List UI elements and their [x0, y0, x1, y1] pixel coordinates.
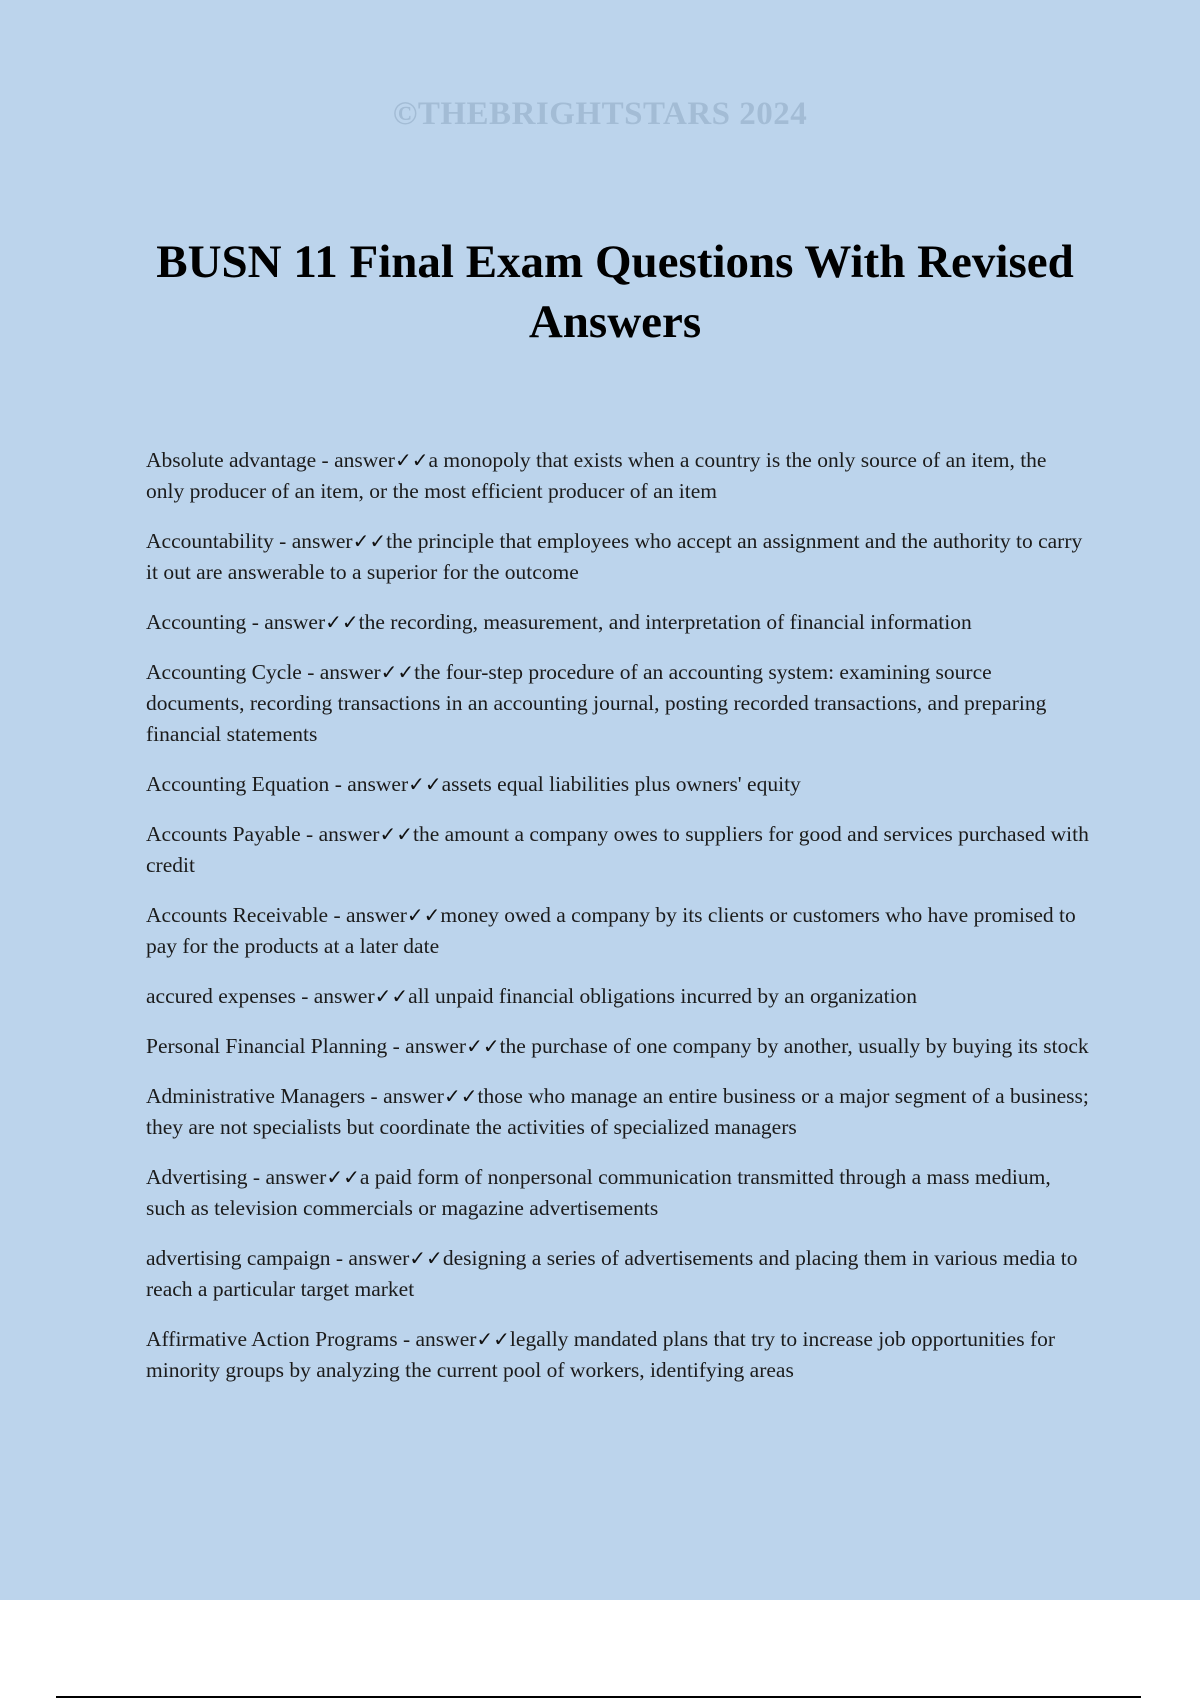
- answer-label: answer: [265, 1165, 327, 1189]
- double-check-icon: ✓✓: [466, 1034, 500, 1058]
- double-check-icon: ✓✓: [380, 660, 415, 684]
- answer-label: answer: [313, 984, 375, 1008]
- glossary-entry: Accounts Receivable - answer✓✓money owed a company by its clients or customers who have promised to pay for the products at a later date: [146, 903, 1076, 958]
- double-check-icon: ✓✓: [406, 903, 441, 927]
- entry-term: Accounting: [146, 610, 247, 634]
- entry-definition: legally mandated plans that try to increase job opportunities for minority groups by analyzing the current pool of workers, identifying areas: [146, 1327, 1056, 1382]
- answer-label: answer: [334, 448, 395, 472]
- entry-definition: the purchase of one company by another, usually by buying its stock: [499, 1034, 1089, 1058]
- answer-label: answer: [291, 529, 353, 553]
- answer-label: answer: [346, 903, 407, 927]
- double-check-icon: ✓✓: [374, 984, 409, 1008]
- double-check-icon: ✓✓: [394, 448, 429, 472]
- glossary-entry: Accounting - answer✓✓the recording, measurement, and interpretation of financial information: [146, 610, 972, 634]
- glossary-entry: Accounts Payable - answer✓✓the amount a company owes to suppliers for good and services purchased with credit: [146, 822, 1089, 877]
- double-check-icon: ✓✓: [409, 1246, 443, 1270]
- answer-label: answer: [318, 822, 380, 846]
- double-check-icon: ✓✓: [379, 822, 413, 846]
- footer-divider: [56, 1696, 1141, 1698]
- answer-label: answer: [348, 1246, 410, 1270]
- answer-label: answer: [405, 1034, 467, 1058]
- entry-term: Accounts Payable: [146, 822, 301, 846]
- entry-definition: the amount a company owes to suppliers for good and services purchased with credit: [146, 822, 1089, 877]
- entry-definition: a paid form of nonpersonal communication transmitted through a mass medium, such as television commercials or magazine advertisements: [146, 1165, 1051, 1220]
- answer-label: answer: [319, 660, 381, 684]
- entry-definition: all unpaid financial obligations incurred by an organization: [408, 984, 918, 1008]
- entry-definition: a monopoly that exists when a country is the only source of an item, the only producer of an item, or the most efficient producer of an item: [146, 448, 1047, 503]
- entry-definition: the four-step procedure of an accounting system: examining source documents, recording transactions in an accounting journal, posting recorded transactions, and preparing financial statements: [146, 660, 1047, 746]
- entry-definition: the principle that employees who accept an assignment and the authority to carry it out are answerable to a superior for the outcome: [146, 529, 1083, 584]
- entry-term: Absolute advantage: [146, 448, 317, 472]
- glossary-entry: Absolute advantage - answer✓✓a monopoly that exists when a country is the only source of an item, the only producer of an item, or the most efficient producer of an item: [146, 448, 1047, 503]
- entry-term: Personal Financial Planning: [146, 1034, 388, 1058]
- entry-definition: assets equal liabilities plus owners' equity: [441, 772, 801, 796]
- glossary-entry: advertising campaign - answer✓✓designing a series of advertisements and placing them in various media to reach a particular target market: [146, 1246, 1078, 1301]
- glossary-entry: Affirmative Action Programs - answer✓✓legally mandated plans that try to increase job opportunities for minority groups by analyzing the current pool of workers, identifying areas: [146, 1327, 1056, 1382]
- answer-label: answer: [347, 772, 409, 796]
- glossary-entry: Administrative Managers - answer✓✓those who manage an entire business or a major segment of a business; they are not specialists but coordinate the activities of specialized managers: [146, 1084, 1089, 1139]
- double-check-icon: ✓✓: [443, 1084, 478, 1108]
- entry-definition: those who manage an entire business or a major segment of a business; they are not specialists but coordinate the activities of specialized managers: [146, 1084, 1089, 1139]
- glossary-entry: Accounting Cycle - answer✓✓the four-step procedure of an accounting system: examining source documents, recording transactions in an accounting journal, posting recorded transactions, and preparing financial statements: [146, 660, 1047, 746]
- entry-term: Affirmative Action Programs: [146, 1327, 398, 1351]
- glossary-entry: accured expenses - answer✓✓all unpaid financial obligations incurred by an organization: [146, 984, 918, 1008]
- glossary-entry: Accounting Equation - answer✓✓assets equal liabilities plus owners' equity: [146, 772, 801, 796]
- entry-term: Accounts Receivable: [146, 903, 329, 927]
- glossary-list: [146, 445, 1090, 1405]
- entry-term: Accountability: [146, 529, 274, 553]
- glossary-entry: Accountability - answer✓✓the principle that employees who accept an assignment and the authority to carry it out are answerable to a superior for the outcome: [146, 529, 1083, 584]
- double-check-icon: ✓✓: [476, 1327, 510, 1351]
- entry-term: Accounting Cycle: [146, 660, 302, 684]
- page-title: BUSN 11 Final Exam Questions With Revised Answers: [156, 236, 1074, 348]
- answer-label: answer: [415, 1327, 477, 1351]
- glossary-entry: Personal Financial Planning - answer✓✓the purchase of one company by another, usually by buying its stock: [146, 1034, 1089, 1058]
- entry-definition: designing a series of advertisements and placing them in various media to reach a particular target market: [146, 1246, 1078, 1301]
- double-check-icon: ✓✓: [408, 772, 442, 796]
- entry-term: Accounting Equation: [146, 772, 330, 796]
- double-check-icon: ✓✓: [325, 610, 359, 634]
- double-check-icon: ✓✓: [326, 1165, 360, 1189]
- entry-term: Administrative Managers: [146, 1084, 366, 1108]
- entry-definition: money owed a company by its clients or customers who have promised to pay for the products at a later date: [146, 903, 1076, 958]
- entry-term: advertising campaign: [146, 1246, 331, 1270]
- entry-definition: the recording, measurement, and interpretation of financial information: [358, 610, 972, 634]
- double-check-icon: ✓✓: [352, 529, 387, 553]
- entry-term: accured expenses: [146, 984, 296, 1008]
- answer-label: answer: [264, 610, 326, 634]
- answer-label: answer: [383, 1084, 444, 1108]
- entry-term: Advertising: [146, 1165, 248, 1189]
- glossary-entry: Advertising - answer✓✓a paid form of nonpersonal communication transmitted through a mass medium, such as television commercials or magazine advertisements: [146, 1165, 1051, 1220]
- watermark: ©THEBRIGHTSTARS 2024: [392, 96, 808, 132]
